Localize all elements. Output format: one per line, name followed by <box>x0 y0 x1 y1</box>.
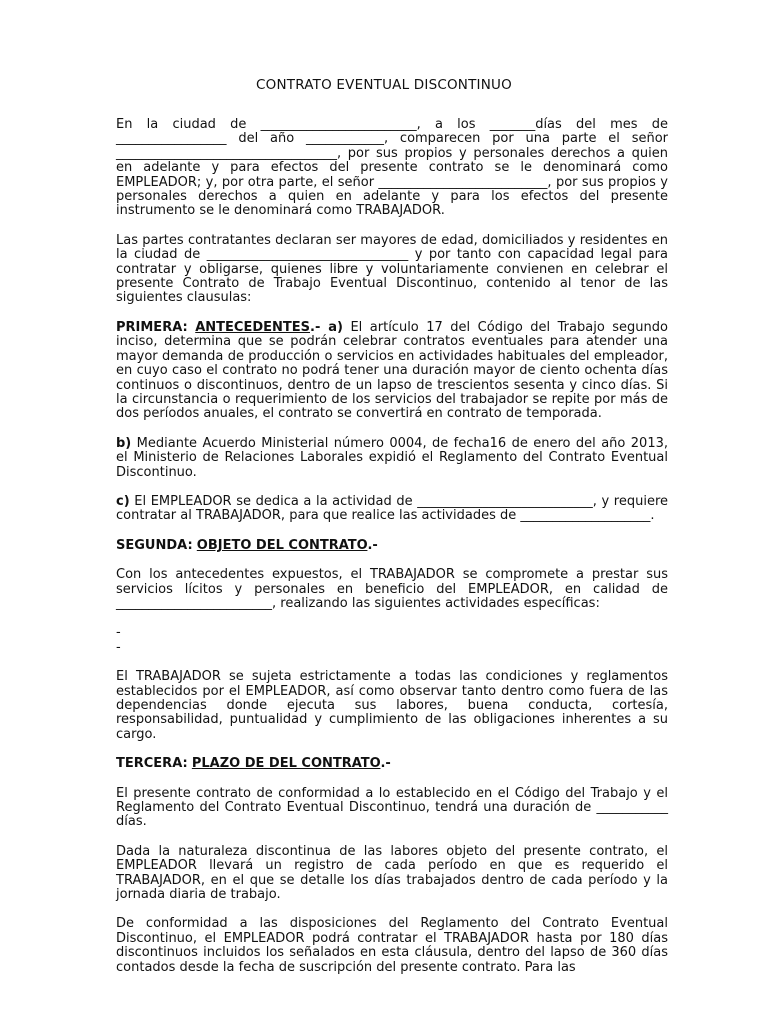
item-a-label: a) <box>328 319 343 335</box>
tercera-separator: .- <box>380 756 391 772</box>
segunda-separator: .- <box>367 537 378 553</box>
list-item: - <box>116 639 121 655</box>
tercera-heading: PLAZO DE DEL CONTRATO <box>191 756 381 772</box>
intro-paragraph: En la ciudad de ________________________, a los _______días del mes de _________________ del año ____________, comparecen por una parte el señor __________________________________, por sus propios y personales derechos a quien en adelante y para efectos del presente contrato se le denominará como EMPLEADOR; y, por otra parte, el señor __________________________, por sus propios y personales derechos a quien en adelante y para los efectos del presente instrumento se le denominará como TRABAJADOR. <box>116 117 668 219</box>
segunda-paragraph-2: El TRABAJADOR se sujeta estrictamente a todas las condiciones y reglamentos establecidos por el EMPLEADOR, así como observar tanto dentro como fuera de las dependencias donde ejecuta sus labores, buena conducta, cortesía, responsabilidad, puntualidad y cumplimiento de las obligaciones inherentes a su cargo. <box>116 669 668 742</box>
segunda-paragraph-1: Con los antecedentes expuestos, el TRABAJADOR se compromete a prestar sus servicios lícitos y personales en beneficio del EMPLEADOR, en calidad de ________________________, realizando las siguientes actividades específicas: <box>116 567 668 611</box>
segunda-label: SEGUNDA: <box>116 537 193 553</box>
item-b-text: Mediante Acuerdo Ministerial número 0004, de fecha16 de enero del año 2013, el Ministerio de Relaciones Laborales expidió el Reglamento del Contrato Eventual Discontinuo. <box>116 435 668 480</box>
tercera-paragraph-2: Dada la naturaleza discontinua de las labores objeto del presente contrato, el EMPLEADOR llevará un registro de cada período en que es requerido el TRABAJADOR, en el que se detalle los días trabajados dentro de cada período y la jornada diaria de trabajo. <box>116 843 668 903</box>
tercera-heading-line <box>116 757 668 771</box>
primera-c-paragraph <box>116 495 668 524</box>
segunda-heading-line <box>116 539 668 553</box>
primera-a-paragraph <box>116 321 668 422</box>
list-item: - <box>116 625 121 641</box>
primera-separator: .- <box>310 319 329 335</box>
document-body <box>116 118 668 990</box>
primera-b-paragraph <box>116 437 668 480</box>
activities-list <box>116 626 668 655</box>
document-title: CONTRATO EVENTUAL DISCONTINUO <box>256 77 512 93</box>
item-c-text: El EMPLEADOR se dedica a la actividad de ___________________________, y requiere contratar al TRABAJADOR, para que realice las actividades de ____________________. <box>116 493 668 524</box>
item-a-text: El artículo 17 del Código del Trabajo segundo inciso, determina que se podrán celebrar contratos eventuales para atender una mayor demanda de producción o servicios en actividades habituales del empleador, en cuyo caso el contrato no podrá tener una duración mayor de ciento ochenta días continuos o discontinuos, dentro de un lapso de trescientos sesenta y cinco días. Si la circunstancia o requerimiento de los servicios del trabajador se repite por más de dos períodos anuales, el contrato se convertirá en contrato de temporada. <box>116 319 668 422</box>
item-c-label: c) <box>116 493 130 509</box>
primera-label: PRIMERA: <box>116 319 188 335</box>
parties-paragraph: Las partes contratantes declaran ser mayores de edad, domiciliados y residentes en la ciudad de _______________________________ y por tanto con capacidad legal para contratar y obligarse, quienes libre y voluntariamente convienen en celebrar el presente Contrato de Trabajo Eventual Discontinuo, contenido al tenor de las siguientes clausulas: <box>116 232 668 306</box>
primera-heading: ANTECEDENTES <box>195 319 310 335</box>
segunda-heading: OBJETO DEL CONTRATO <box>196 537 368 553</box>
tercera-label: TERCERA: <box>116 756 188 772</box>
tercera-paragraph-1: El presente contrato de conformidad a lo establecido en el Código del Trabajo y el Reglamento del Contrato Eventual Discontinuo, tendrá una duración de ___________ días. <box>116 785 668 830</box>
tercera-paragraph-3: De conformidad a las disposiciones del Reglamento del Contrato Eventual Discontinuo, el EMPLEADOR podrá contratar el TRABAJADOR hasta por 180 días discontinuos incluidos los señalados en esta cláusula, dentro del lapso de 360 días contados desde la fecha de suscripción del presente contrato. Para las <box>116 916 668 975</box>
item-b-label: b) <box>116 435 132 451</box>
